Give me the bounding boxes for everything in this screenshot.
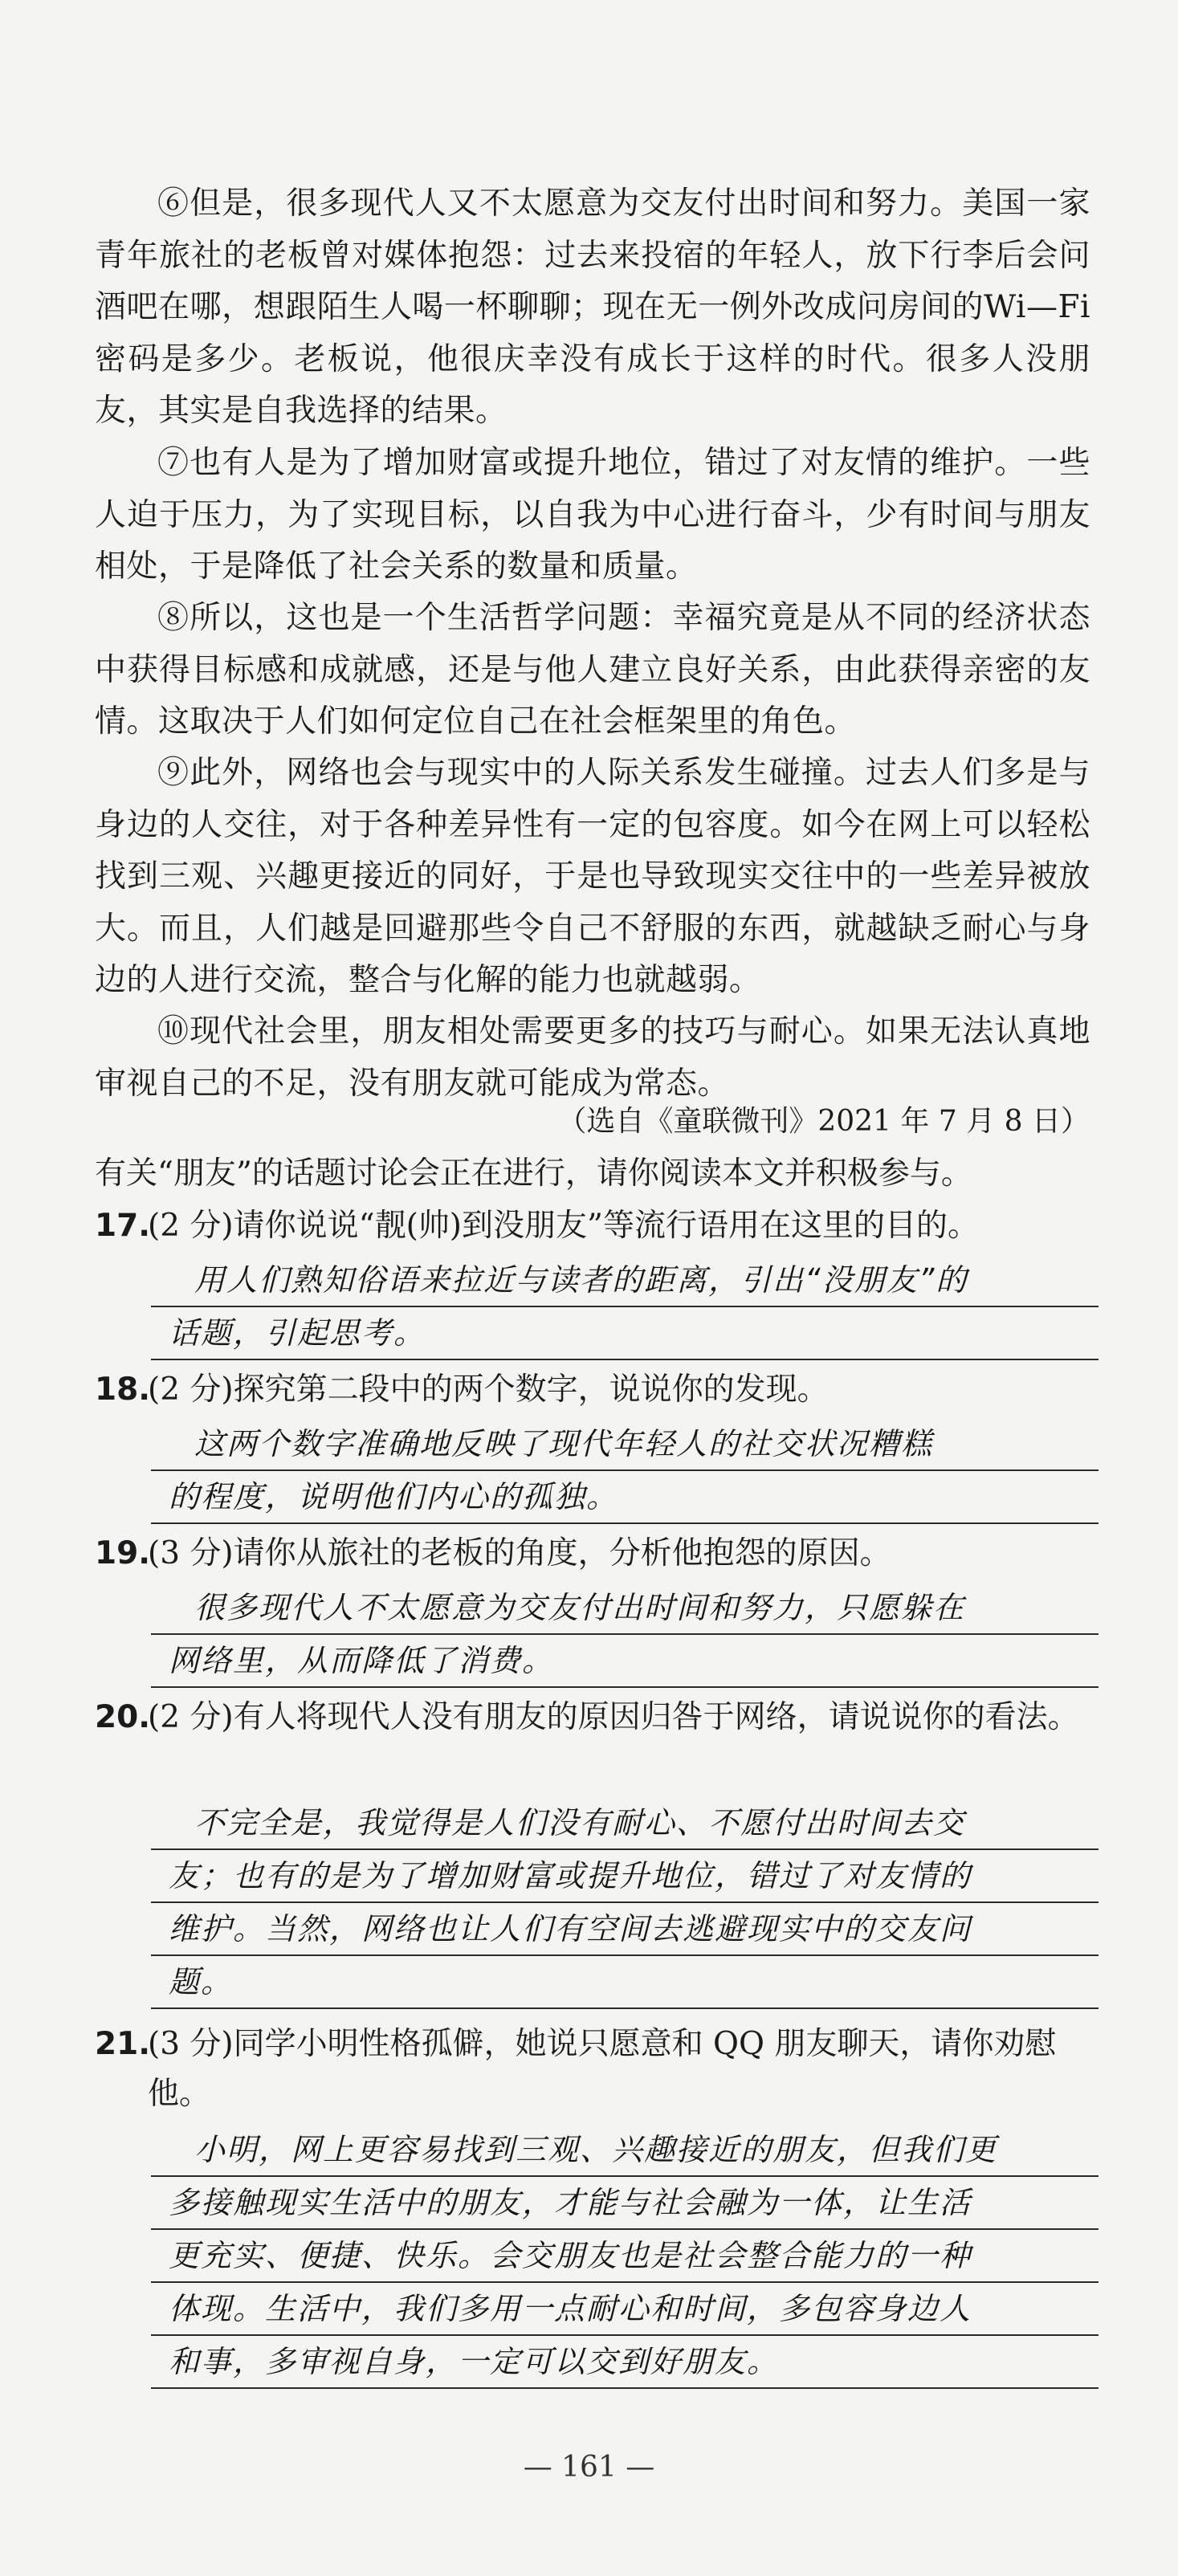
paragraph-6: ⑥但是，很多现代人又不太愿意为交友付出时间和努力。美国一家青年旅社的老板曾对媒体抱怨：过去来投宿的年轻人，放下行李后会问酒吧在哪，想跟陌生人喝一杯聊聊；现在无一例外改成问房间的Wi—Fi密码是多少。老板说，他很庆幸没有成长于这样的时代。很多人没朋友，其实是自我选择的结果。 — [95, 185, 1090, 429]
article-source: （选自《童联微刊》2021 年 7 月 8 日） — [557, 1105, 1090, 1138]
question-number: 19. — [95, 1535, 151, 1571]
question-number: 18. — [95, 1372, 151, 1408]
answer-line: 的程度，说明他们内心的孤独。 — [151, 1471, 1099, 1524]
answer-19 — [151, 1582, 1099, 1688]
paragraph-9: ⑨此外，网络也会与现实中的人际关系发生碰撞。过去人们多是与身边的人交往，对于各种差异性有一定的包容度。如今在网上可以轻松找到三观、兴趣更接近的同好，于是也导致现实交往中的一些差异被放大。而且，人们越是回避那些令自己不舒服的东西，就越缺乏耐心与身边的人进行交流，整合与化解的能力也就越弱。 — [95, 755, 1090, 998]
answer-line: 话题，引起思考。 — [151, 1307, 1099, 1360]
answer-20 — [151, 1797, 1099, 2009]
answer-line: 很多现代人不太愿意为交友付出时间和努力，只愿躲在 — [151, 1582, 1099, 1635]
paragraph-7: ⑦也有人是为了增加财富或提升地位，错过了对友情的维护。一些人迫于压力，为了实现目标，以自我为中心进行奋斗，少有时间与朋友相处，于是降低了社会关系的数量和质量。 — [95, 445, 1090, 585]
discussion-intro: 有关“朋友”的话题讨论会正在进行，请你阅读本文并积极参与。 — [95, 1156, 972, 1192]
question-17 — [95, 1201, 1099, 1251]
question-20 — [95, 1693, 1099, 1742]
answer-line: 小明，网上更容易找到三观、兴趣接近的朋友，但我们更 — [151, 2124, 1099, 2177]
answer-line: 这两个数字准确地反映了现代年轻人的社交状况糟糕 — [151, 1418, 1099, 1471]
answer-line: 网络里，从而降低了消费。 — [151, 1635, 1099, 1688]
answer-17 — [151, 1254, 1099, 1360]
answer-line: 多接触现实生活中的朋友，才能与社会融为一体，让生活 — [151, 2177, 1099, 2230]
answer-line: 和事，多审视自身，一定可以交到好朋友。 — [151, 2336, 1099, 2389]
question-text: (2 分)探究第二段中的两个数字，说说你的发现。 — [148, 1372, 829, 1408]
answer-line: 更充实、便捷、快乐。会交朋友也是社会整合能力的一种 — [151, 2230, 1099, 2283]
question-number: 20. — [95, 1699, 151, 1735]
answer-line: 题。 — [151, 1956, 1099, 2009]
question-text: (3 分)请你从旅社的老板的角度，分析他抱怨的原因。 — [148, 1535, 891, 1571]
answer-line: 友；也有的是为了增加财富或提升地位，错过了对友情的 — [151, 1850, 1099, 1903]
page-number: — 161 — — [523, 2451, 655, 2484]
question-18 — [95, 1365, 1099, 1415]
question-21 — [95, 2020, 1099, 2119]
question-text: (2 分)有人将现代人没有朋友的原因归咎于网络，请说说你的看法。 — [148, 1699, 1079, 1735]
question-text: (2 分)请你说说“靓(帅)到没朋友”等流行语用在这里的目的。 — [148, 1208, 979, 1244]
paragraph-8: ⑧所以，这也是一个生活哲学问题：幸福究竟是从不同的经济状态中获得目标感和成就感，还是与他人建立良好关系，由此获得亲密的友情。这取决于人们如何定位自己在社会框架里的角色。 — [95, 600, 1090, 740]
answer-line: 维护。当然，网络也让人们有空间去逃避现实中的交友问 — [151, 1903, 1099, 1956]
question-number: 21. — [95, 2026, 151, 2062]
answer-18 — [151, 1418, 1099, 1524]
answer-line: 不完全是，我觉得是人们没有耐心、不愿付出时间去交 — [151, 1797, 1099, 1850]
answer-line: 用人们熟知俗语来拉近与读者的距离，引出“没朋友”的 — [151, 1254, 1099, 1307]
question-text: (3 分)同学小明性格孤僻，她说只愿意和 QQ 朋友聊天，请你劝慰他。 — [148, 2026, 1057, 2112]
question-19 — [95, 1529, 1099, 1579]
question-number: 17. — [95, 1208, 151, 1244]
paragraph-10: ⑩现代社会里，朋友相处需要更多的技巧与耐心。如果无法认真地审视自己的不足，没有朋友就可能成为常态。 — [95, 1013, 1090, 1102]
answer-21 — [151, 2124, 1099, 2389]
answer-line: 体现。生活中，我们多用一点耐心和时间，多包容身边人 — [151, 2283, 1099, 2336]
